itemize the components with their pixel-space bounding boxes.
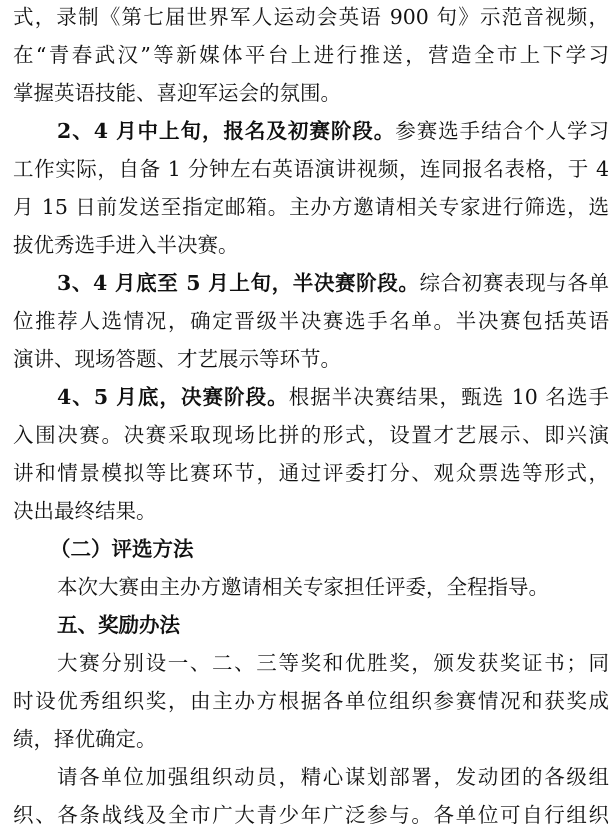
line-text: 讲和情景模拟等比赛环节，通过评委打分、观众票选等形式，	[13, 461, 609, 485]
line-text: 掌握英语技能、喜迎军运会的氛围。	[13, 81, 341, 105]
paragraph-line	[13, 74, 609, 112]
line-text: 位推荐人选情况，确定晋级半决赛选手名单。半决赛包括英语	[13, 309, 609, 333]
phase-2-line	[57, 112, 609, 150]
line-text: 入围决赛。决赛采取现场比拼的形式，设置才艺展示、即兴演	[13, 423, 609, 447]
line-text: 时设优秀组织奖，由主办方根据各单位组织参赛情况和获奖成	[13, 689, 609, 713]
paragraph-line	[13, 416, 609, 454]
line-text: 式，录制《第七届世界军人运动会英语 900 句》示范音视频，	[13, 5, 609, 29]
phase-3-line	[57, 264, 609, 302]
phase-heading: 2、4 月中上旬，报名及初赛阶段。	[57, 119, 396, 143]
line-text: 织、各条战线及全市广大青少年广泛参与。各单位可自行组织	[13, 803, 609, 827]
line-text: 工作实际，自备 1 分钟左右英语演讲视频，连同报名表格，于 4	[13, 157, 609, 181]
line-text: 大赛分别设一、二、三等奖和优胜奖，颁发获奖证书；同	[57, 651, 609, 675]
phase-heading: 4、5 月底，决赛阶段。	[57, 385, 289, 409]
paragraph-line	[13, 340, 609, 378]
paragraph-line	[13, 36, 609, 74]
paragraph-line	[57, 758, 609, 796]
paragraph-line	[13, 454, 609, 492]
line-text: 绩，择优确定。	[13, 727, 157, 751]
paragraph-line	[13, 188, 609, 226]
paragraph-line	[13, 0, 609, 36]
heading-text: 五、奖励办法	[57, 613, 180, 637]
line-text: 演讲、现场答题、才艺展示等环节。	[13, 347, 341, 371]
line-text: 在“青春武汉”等新媒体平台上进行推送，营造全市上下学习	[13, 43, 609, 67]
paragraph-line	[13, 302, 609, 340]
heading-text: （二）评选方法	[50, 537, 194, 561]
paragraph-line	[13, 720, 609, 758]
paragraph-line	[13, 150, 609, 188]
line-text: 拔优秀选手进入半决赛。	[13, 233, 239, 257]
paragraph-line	[13, 492, 609, 530]
line-text: 根据半决赛结果，甄选 10 名选手	[288, 385, 609, 409]
phase-heading: 3、4 月底至 5 月上旬，半决赛阶段。	[57, 271, 420, 295]
line-text: 综合初赛表现与各单	[419, 271, 609, 295]
phase-4-line	[57, 378, 609, 416]
line-text: 决出最终结果。	[13, 499, 157, 523]
paragraph-line	[13, 226, 609, 264]
paragraph-line	[57, 568, 609, 606]
line-text: 本次大赛由主办方邀请相关专家担任评委，全程指导。	[57, 575, 549, 599]
line-text: 请各单位加强组织动员，精心谋划部署，发动团的各级组	[57, 765, 609, 789]
line-text: 参赛选手结合个人学习	[395, 119, 609, 143]
paragraph-line	[13, 682, 609, 720]
paragraph-line	[13, 796, 609, 834]
line-text: 月 15 日前发送至指定邮箱。主办方邀请相关专家进行筛选，选	[13, 195, 609, 219]
section-heading-awards	[57, 606, 609, 644]
paragraph-line	[57, 644, 609, 682]
section-heading-evaluation	[50, 530, 602, 568]
